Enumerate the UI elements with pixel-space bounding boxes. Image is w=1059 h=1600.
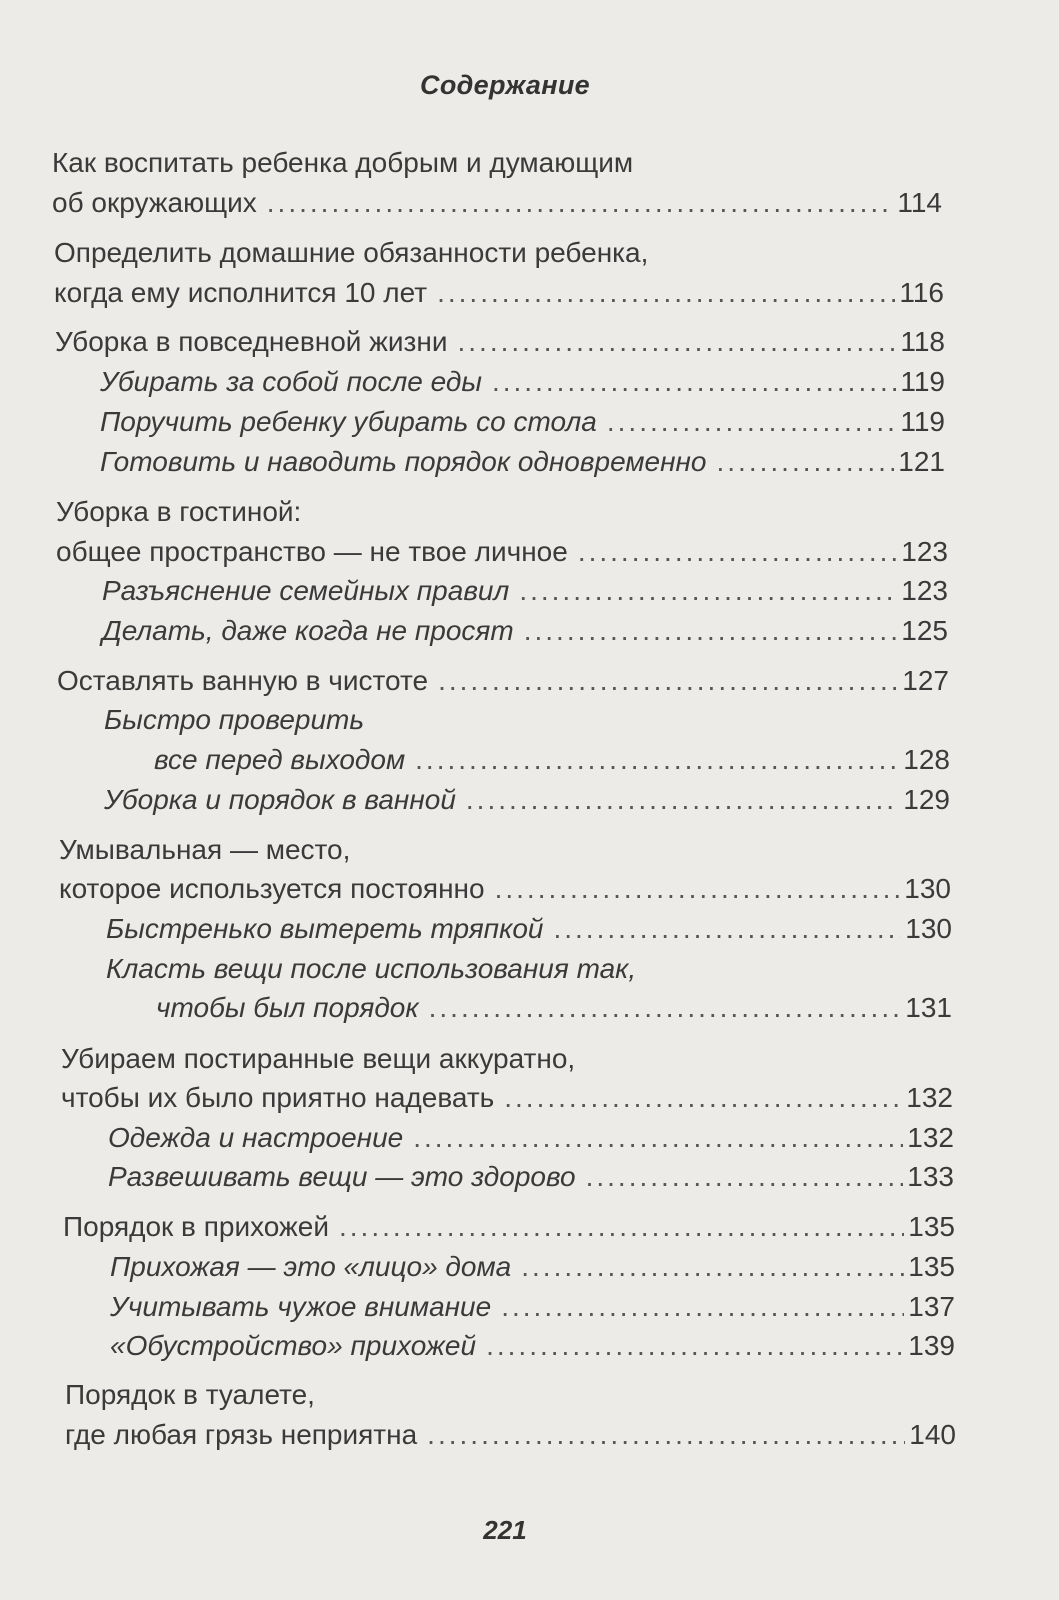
toc-entry-title: Убирать за собой после еды (100, 366, 482, 397)
dot-leader (413, 1121, 903, 1155)
toc-page-number: 121 (898, 446, 945, 477)
toc-entry-title: Развешивать вещи — это здорово (108, 1161, 576, 1192)
toc-line (100, 365, 945, 399)
page-title: Содержание (420, 70, 590, 100)
toc-line (110, 1250, 955, 1284)
toc-line (104, 783, 950, 817)
dot-leader (504, 1081, 902, 1115)
dot-leader (553, 912, 901, 946)
toc-line (61, 1042, 953, 1076)
toc-line (55, 325, 945, 359)
toc-line (156, 991, 952, 1025)
toc-page-number: 140 (909, 1419, 956, 1450)
toc-line (106, 912, 952, 946)
toc-entry-title: Быстро проверить (104, 704, 365, 735)
dot-leader (524, 614, 898, 648)
toc-entry-title: Как воспитать ребенка добрым и думающим (52, 147, 634, 178)
toc-entry-title: Порядок в прихожей (63, 1211, 329, 1242)
toc-entry-title: Делать, даже когда не просят (102, 615, 514, 646)
toc-line (108, 1121, 954, 1155)
toc-line (108, 1160, 954, 1194)
toc-page-number: 130 (905, 913, 952, 944)
toc-line (57, 664, 949, 698)
toc-line (110, 1290, 955, 1324)
dot-leader (437, 276, 895, 310)
toc-entry-title: чтобы их было приятно надевать (61, 1082, 495, 1113)
toc-page-number: 123 (901, 536, 948, 567)
toc-entry-title: когда ему исполнится 10 лет (54, 277, 428, 308)
toc-line (52, 146, 942, 180)
toc-entry-title: Убираем постиранные вещи аккуратно, (61, 1043, 576, 1074)
toc-page-number: 132 (907, 1122, 954, 1153)
toc-line (59, 872, 951, 906)
toc-line (54, 236, 944, 270)
toc-line (104, 703, 950, 737)
toc-page-number: 127 (902, 665, 949, 696)
dot-leader (429, 991, 902, 1025)
toc-page-number: 133 (907, 1161, 954, 1192)
dot-leader (486, 1329, 904, 1363)
dot-leader (492, 365, 896, 399)
dot-leader (716, 445, 894, 479)
toc-page-number: 123 (901, 575, 948, 606)
toc-entry-title: Уборка в гостиной: (56, 496, 302, 527)
dot-leader (607, 405, 896, 439)
dot-leader (415, 743, 899, 777)
dot-leader (427, 1418, 905, 1452)
toc-page-number: 130 (904, 873, 951, 904)
toc-line (110, 1329, 955, 1363)
toc-line (56, 535, 948, 569)
toc-entry-title: Умывальная — место, (59, 834, 351, 865)
toc-entry-title: «Обустройство» прихожей (110, 1330, 477, 1361)
toc-entry-title: общее пространство — не твое личное (56, 536, 568, 567)
toc-line (52, 186, 942, 220)
toc-page-number: 116 (899, 277, 944, 308)
toc-page-number: 125 (901, 615, 948, 646)
toc-page-number: 118 (900, 326, 945, 357)
toc-page-number: 139 (908, 1330, 955, 1361)
toc-entry-title: где любая грязь неприятна (65, 1419, 418, 1450)
toc-entry-title: Поручить ребенку убирать со стола (100, 406, 597, 437)
toc-entry-title: Уборка и порядок в ванной (104, 784, 456, 815)
toc-page-number: 114 (897, 187, 942, 218)
dot-leader (519, 574, 897, 608)
toc-line (100, 405, 945, 439)
toc-line (100, 445, 945, 479)
toc-page-number: 135 (908, 1251, 955, 1282)
toc-entry-title: Прихожая — это «лицо» дома (110, 1251, 512, 1282)
toc-line (65, 1378, 956, 1412)
toc-line (106, 952, 952, 986)
dot-leader (578, 535, 897, 569)
toc-entry-title: Быстренько вытереть тряпкой (106, 913, 544, 944)
toc-page-number: 128 (903, 744, 950, 775)
toc-line (59, 833, 951, 867)
toc-page-number: 135 (908, 1211, 955, 1242)
toc-entry-title: Оставлять ванную в чистоте (57, 665, 429, 696)
toc-entry-title: Учитывать чужое внимание (110, 1291, 492, 1322)
toc-line (102, 574, 948, 608)
dot-leader (267, 186, 894, 220)
dot-leader (339, 1210, 904, 1244)
toc-line (63, 1210, 955, 1244)
toc-entry-title: Класть вещи после использования так, (106, 953, 637, 984)
dot-leader (495, 872, 901, 906)
toc-entry-title: Определить домашние обязанности ребенка, (54, 237, 649, 268)
toc-line (154, 743, 950, 777)
toc-line (54, 276, 944, 310)
dot-leader (586, 1160, 904, 1194)
toc-page-number: 131 (905, 992, 952, 1023)
toc-page-number: 137 (908, 1291, 955, 1322)
toc-line (56, 495, 948, 529)
toc-entry-title: все перед выходом (154, 744, 406, 775)
dot-leader (501, 1290, 904, 1324)
toc-entry-title: Порядок в туалете, (65, 1379, 315, 1410)
toc-line (61, 1081, 953, 1115)
dot-leader (521, 1250, 904, 1284)
dot-leader (466, 783, 899, 817)
toc-line (102, 614, 948, 648)
toc-entry-title: Одежда и настроение (108, 1122, 404, 1153)
toc-entry-title: Разъяснение семейных правил (102, 575, 510, 606)
toc-page-number: 119 (900, 366, 945, 397)
toc-entry-title: об окружающих (52, 187, 257, 218)
dot-leader (458, 325, 897, 359)
toc-page-number: 129 (903, 784, 950, 815)
toc-page-number: 119 (900, 406, 945, 437)
dot-leader (438, 664, 898, 698)
toc-entry-title: чтобы был порядок (156, 992, 419, 1023)
toc-entry-title: Уборка в повседневной жизни (55, 326, 448, 357)
toc-entry-title: Готовить и наводить порядок одновременно (100, 446, 707, 477)
toc-page-number: 132 (906, 1082, 953, 1113)
toc-line (65, 1418, 956, 1452)
toc-entry-title: которое используется постоянно (59, 873, 485, 904)
page-number-footer: 221 (483, 1515, 527, 1545)
